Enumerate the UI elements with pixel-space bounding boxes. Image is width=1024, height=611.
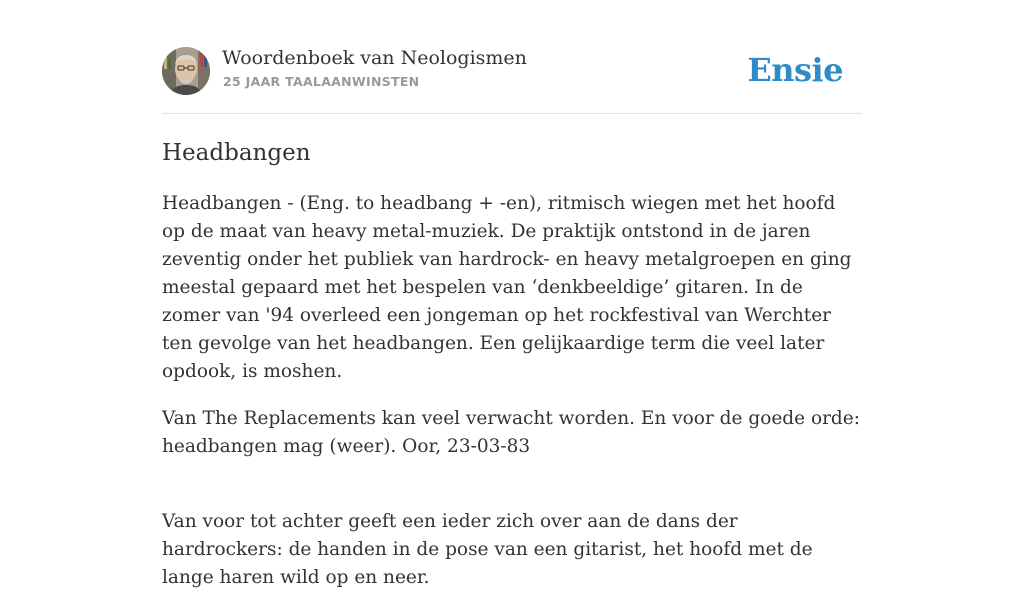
- ensie-logo[interactable]: Ensie: [747, 51, 843, 89]
- post-paragraph-definition: Headbangen - (Eng. to headbang + -en), ritmisch wiegen met het hoofd op de maat van heavy metal-muziek. De praktijk ontstond in de jaren zeventig onder het publiek van hardrock- en heavy metalgroepen en ging meestal gepaard met het bespelen van ‘denkbeeldige’ gitaren. In de zomer van '94 overleed een jongeman op het rockfestival van Werchter ten gevolge van het headbangen. Een gelijkaardige term die veel later opdook, is moshen.: [162, 193, 852, 382]
- site-title[interactable]: Woordenboek van Neologismen: [222, 47, 527, 69]
- post-title: Headbangen: [162, 140, 311, 166]
- post-paragraph-quote-2: Van voor tot achter geeft een ieder zich over aan de dans der hardrockers: de handen in de pose van een gitarist, het hoofd met de lange haren wild op en neer.: [162, 511, 813, 588]
- avatar[interactable]: [162, 47, 210, 95]
- paragraph-spacer: [162, 480, 862, 508]
- post-body: [162, 190, 862, 611]
- post-paragraph-quote-1: Van The Replacements kan veel verwacht worden. En voor de goede orde: headbangen mag (weer). Oor, 23-03-83: [162, 408, 860, 457]
- header-divider: [162, 113, 862, 114]
- site-subtitle: 25 JAAR TAALAANWINSTEN: [223, 74, 420, 89]
- site-header: [162, 46, 862, 96]
- avatar-portrait-icon: [162, 47, 210, 95]
